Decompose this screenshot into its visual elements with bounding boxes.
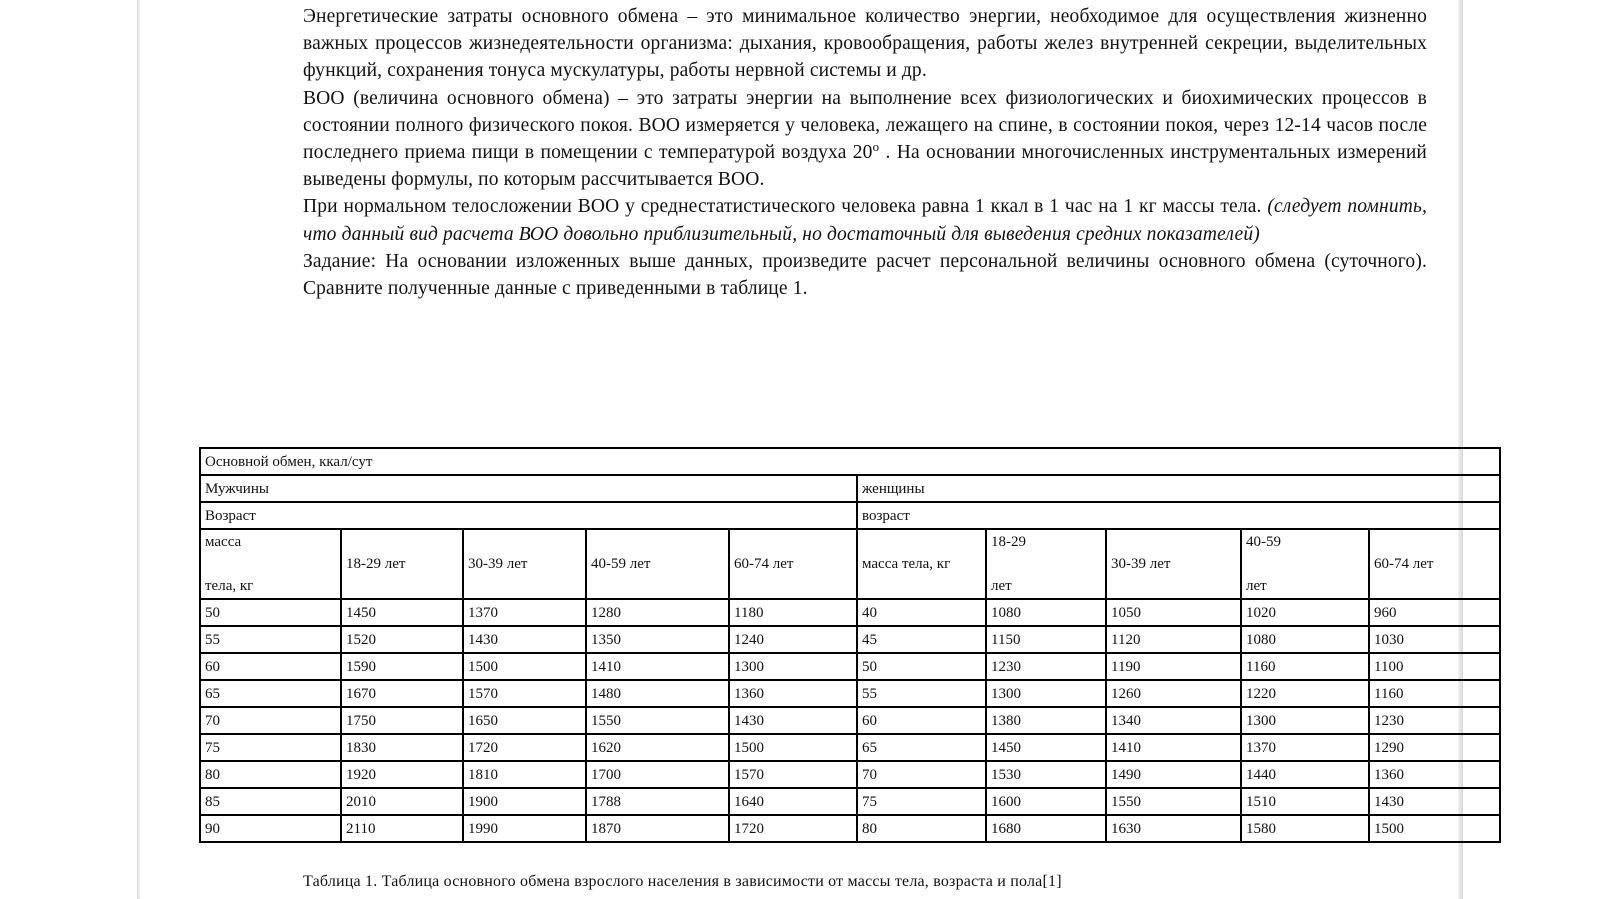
value-cell: 1360 (729, 680, 857, 707)
basal-metabolism-table (199, 447, 1501, 843)
value-cell: 1520 (341, 626, 463, 653)
mass-cell: 65 (857, 734, 986, 761)
value-cell: 1650 (463, 707, 586, 734)
table-row (200, 815, 1500, 842)
women-header: женщины (857, 475, 1500, 502)
mass-cell: 50 (200, 599, 341, 626)
value-cell: 1450 (341, 599, 463, 626)
value-cell: 1870 (586, 815, 729, 842)
value-cell: 1410 (586, 653, 729, 680)
value-cell: 1620 (586, 734, 729, 761)
women-age-col-3-bottom: лет (1246, 578, 1267, 594)
value-cell: 1150 (986, 626, 1106, 653)
value-cell: 1550 (1106, 788, 1241, 815)
value-cell: 1290 (1369, 734, 1500, 761)
value-cell: 1750 (341, 707, 463, 734)
value-cell: 1570 (463, 680, 586, 707)
value-cell: 1030 (1369, 626, 1500, 653)
mass-cell: 80 (857, 815, 986, 842)
boo-definition-text-end: . На основании многочисленных инструментальных измерений выведены формулы, по которым рассчитывается ВОО. (303, 142, 1427, 191)
paragraph-normal-build (303, 193, 1427, 247)
value-cell: 1300 (986, 680, 1106, 707)
mass-cell: 75 (857, 788, 986, 815)
value-cell: 1100 (1369, 653, 1500, 680)
value-cell: 1240 (729, 626, 857, 653)
value-cell: 960 (1369, 599, 1500, 626)
value-cell: 1230 (1369, 707, 1500, 734)
men-mass-header (200, 529, 341, 599)
value-cell: 1570 (729, 761, 857, 788)
value-cell: 1080 (1241, 626, 1369, 653)
table-body (200, 599, 1500, 842)
value-cell: 1230 (986, 653, 1106, 680)
value-cell: 1280 (586, 599, 729, 626)
value-cell: 1990 (463, 815, 586, 842)
men-age-header: Возраст (200, 502, 857, 529)
paragraph-boo-definition (303, 85, 1427, 194)
men-header: Мужчины (200, 475, 857, 502)
table-row (200, 761, 1500, 788)
value-cell: 1500 (729, 734, 857, 761)
value-cell: 1160 (1241, 653, 1369, 680)
value-cell: 1080 (986, 599, 1106, 626)
value-cell: 1190 (1106, 653, 1241, 680)
men-age-col-3: 40-59 лет (586, 529, 729, 599)
table-row (200, 788, 1500, 815)
men-age-col-2: 30-39 лет (463, 529, 586, 599)
mass-cell: 65 (200, 680, 341, 707)
value-cell: 1630 (1106, 815, 1241, 842)
mass-cell: 80 (200, 761, 341, 788)
value-cell: 1430 (463, 626, 586, 653)
mass-cell: 70 (857, 761, 986, 788)
boo-definition-text: ВОО (величина основного обмена) – это затраты энергии на выполнение всех физиологических и биохимических процессов в состоянии полного физического покоя. ВОО измеряется у человека, лежащего на спине, в состоянии покоя, через 12-14 часов после последнего приема пищи в помещении с температурой воздуха 20 (303, 87, 1427, 164)
page-edge-left (137, 0, 140, 899)
value-cell: 1440 (1241, 761, 1369, 788)
value-cell: 1340 (1106, 707, 1241, 734)
value-cell: 1370 (463, 599, 586, 626)
value-cell: 1450 (986, 734, 1106, 761)
women-age-col-4: 60-74 лет (1369, 529, 1500, 599)
value-cell: 1830 (341, 734, 463, 761)
men-mass-label-2: тела, кг (205, 578, 254, 594)
normal-build-text: При нормальном телосложении ВОО у среднестатистического человека равна 1 ккал в 1 час на 1 кг массы тела. (303, 196, 1268, 218)
women-age-col-2: 30-39 лет (1106, 529, 1241, 599)
mass-cell: 60 (200, 653, 341, 680)
value-cell: 1500 (463, 653, 586, 680)
mass-cell: 55 (200, 626, 341, 653)
value-cell: 1580 (1241, 815, 1369, 842)
value-cell: 1720 (463, 734, 586, 761)
value-cell: 1260 (1106, 680, 1241, 707)
value-cell: 1700 (586, 761, 729, 788)
paragraph-basal-metabolism: Энергетические затраты основного обмена – это минимальное количество энергии, необходимое для осуществления жизненно важных процессов жизнедеятельности организма: дыхания, кровообращения, работы желез внутренней секреции, выделительных функций, сохранения тонуса мускулатуры, работы нервной системы и др. (303, 6, 1427, 82)
value-cell: 1550 (586, 707, 729, 734)
value-cell: 1430 (729, 707, 857, 734)
value-cell: 2010 (341, 788, 463, 815)
table-row (200, 680, 1500, 707)
value-cell: 1510 (1241, 788, 1369, 815)
value-cell: 1490 (1106, 761, 1241, 788)
value-cell: 1160 (1369, 680, 1500, 707)
table-row (200, 626, 1500, 653)
value-cell: 2110 (341, 815, 463, 842)
value-cell: 1300 (729, 653, 857, 680)
value-cell: 1600 (986, 788, 1106, 815)
table-caption: Таблица 1. Таблица основного обмена взрослого населения в зависимости от массы тела, возраста и пола[1] (303, 873, 1062, 890)
men-age-col-4: 60-74 лет (729, 529, 857, 599)
value-cell: 1788 (586, 788, 729, 815)
value-cell: 1300 (1241, 707, 1369, 734)
table-row (200, 599, 1500, 626)
value-cell: 1900 (463, 788, 586, 815)
value-cell: 1680 (986, 815, 1106, 842)
degree-superscript: о (872, 139, 880, 155)
value-cell: 1360 (1369, 761, 1500, 788)
men-mass-label-1: масса (205, 534, 242, 550)
table-title: Основной обмен, ккал/сут (200, 448, 1500, 475)
table-row (200, 653, 1500, 680)
value-cell: 1350 (586, 626, 729, 653)
women-age-col-3 (1241, 529, 1369, 599)
mass-cell: 40 (857, 599, 986, 626)
value-cell: 1120 (1106, 626, 1241, 653)
mass-cell: 70 (200, 707, 341, 734)
women-age-col-3-top: 40-59 (1246, 534, 1281, 550)
women-mass-header: масса тела, кг (857, 529, 986, 599)
mass-cell: 50 (857, 653, 986, 680)
value-cell: 1500 (1369, 815, 1500, 842)
value-cell: 1180 (729, 599, 857, 626)
value-cell: 1380 (986, 707, 1106, 734)
value-cell: 1640 (729, 788, 857, 815)
value-cell: 1920 (341, 761, 463, 788)
value-cell: 1670 (341, 680, 463, 707)
mass-cell: 85 (200, 788, 341, 815)
mass-cell: 55 (857, 680, 986, 707)
table-row (200, 734, 1500, 761)
value-cell: 1720 (729, 815, 857, 842)
women-age-header: возраст (857, 502, 1500, 529)
mass-cell: 45 (857, 626, 986, 653)
value-cell: 1530 (986, 761, 1106, 788)
value-cell: 1430 (1369, 788, 1500, 815)
italic-note: (следует помнить, что данный вид расчета ВОО довольно приблизительный, но достаточный для выведения средних показателей) (303, 196, 1427, 245)
mass-cell: 75 (200, 734, 341, 761)
women-age-col-1 (986, 529, 1106, 599)
value-cell: 1810 (463, 761, 586, 788)
women-age-col-1-top: 18-29 (991, 534, 1026, 550)
mass-cell: 90 (200, 815, 341, 842)
paragraph-task: Задание: На основании изложенных выше данных, произведите расчет персональной величины основного обмена (суточного). Сравните полученные данные с приведенными в таблице 1. (303, 250, 1427, 300)
table-row (200, 707, 1500, 734)
value-cell: 1410 (1106, 734, 1241, 761)
value-cell: 1480 (586, 680, 729, 707)
document-body-text (303, 3, 1427, 302)
value-cell: 1220 (1241, 680, 1369, 707)
value-cell: 1050 (1106, 599, 1241, 626)
value-cell: 1370 (1241, 734, 1369, 761)
women-age-col-1-bottom: лет (991, 578, 1012, 594)
men-age-col-1: 18-29 лет (341, 529, 463, 599)
mass-cell: 60 (857, 707, 986, 734)
value-cell: 1020 (1241, 599, 1369, 626)
value-cell: 1590 (341, 653, 463, 680)
